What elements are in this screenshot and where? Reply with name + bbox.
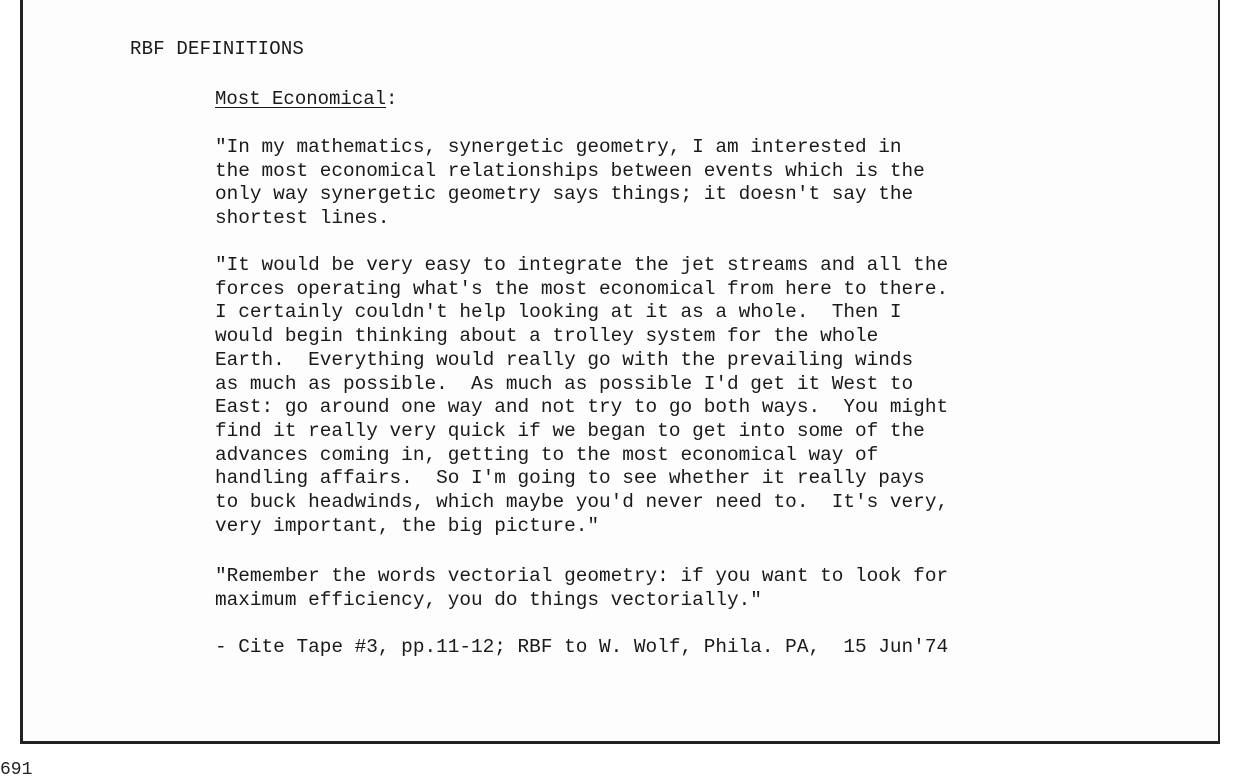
term-word: Most Economical	[215, 88, 387, 110]
citation-line: - Cite Tape #3, pp.11-12; RBF to W. Wolf, Phila. PA, 15 Jun'74	[215, 636, 949, 658]
quote-paragraph-2: "It would be very easy to integrate the jet streams and all the forces operating what's the most economical from here to there. I certainly couldn't help looking at it as a whole. Then I would begin thinking about a trolley system for the whole Earth. Everything would really go with the prevailing winds as much as possible. As much as possible I'd get it West to East: go around one way and not try to go both ways. You might find it really very quick if we began to get into some of the advances coming in, getting to the most economical way of handling affairs. So I'm going to see whether it really pays to buck headwinds, which maybe you'd never need to. It's very, very important, the big picture."	[215, 254, 949, 537]
quote-paragraph-3: "Remember the words vectorial geometry: if you want to look for maximum efficiency, you do things vectorially."	[215, 565, 949, 611]
term-heading	[215, 88, 397, 110]
term-colon: :	[386, 88, 398, 110]
page-number: 691	[0, 760, 33, 780]
document-header: RBF DEFINITIONS	[130, 38, 305, 60]
quote-paragraph-1: "In my mathematics, synergetic geometry, I am interested in the most economical relationships between events which is the only way synergetic geometry says things; it doesn't say the shortest lines.	[215, 136, 925, 230]
